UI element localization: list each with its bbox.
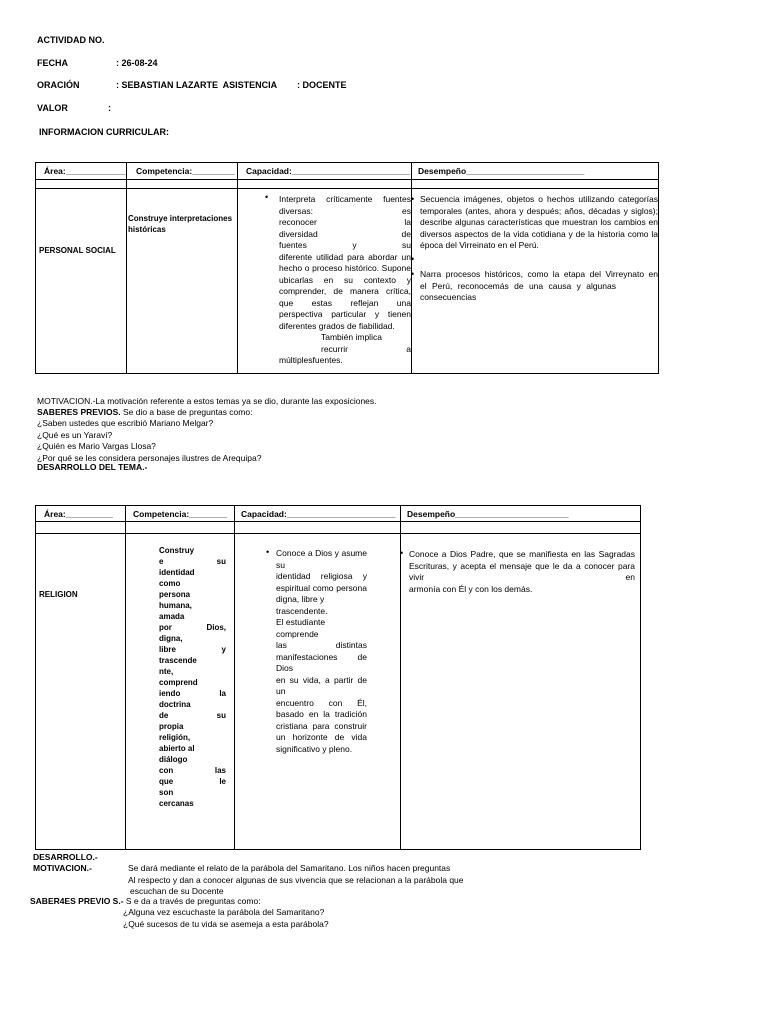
section1-saberes-text: Se dio a base de preguntas como:	[120, 407, 253, 417]
table1-header-capacidad: Capacidad:_________________________	[246, 166, 410, 176]
section1-desarrollo: DESARROLLO DEL TEMA.-	[37, 462, 148, 472]
table2-area-value: RELIGION	[39, 590, 78, 599]
table1-desempeno-bullet-2: •	[411, 254, 415, 264]
table1-desempeno-1-text: Secuencia imágenes, objetos o hechos utilizando categorías temporales (antes, ahora y después; años, décadas y siglos); describe algunas características que muestran los cambios en diversos aspectos de la vida cotidiana y de la historia como la época del Virreinato en el Perú.	[420, 194, 658, 250]
valor-value: :	[108, 103, 111, 113]
section2-saberes	[30, 896, 261, 908]
table1-header-desempeno: Desempeño_________________________	[418, 166, 585, 176]
table1-capacidad-bullet: •	[265, 192, 269, 202]
table1-capacidad-text: Interpreta críticamente fuentes diversas: es reconocer la diversidad de fuentes y su diferente utilidad para abordar un hecho o proceso histórico. Supone ubicarlas en su contexto y comprender, de manera crítica, que estas reflejan una perspectiva particular y tienen diferentes grados de fiabilidad. También implica recurrir a múltiplesfuentes.	[279, 194, 411, 365]
table2-competencia-text: Construy e su identidad como persona humana, amada por Dios, digna, libre y trascende nte, comprend iendo la doctrina de su propia religión, abierto al diálogo con las que le son cercanas	[159, 546, 226, 808]
section1-pregunta: ¿Saben ustedes que escribió Mariano Melgar?	[37, 418, 214, 428]
docente-value: : DOCENTE	[297, 80, 347, 90]
section2-motivacion-label: MOTIVACION.-	[33, 863, 92, 873]
fecha-value: : 26-08-24	[116, 58, 158, 68]
section2-motivacion-text: Se dará mediante el relato de la parábola del Samaritano. Los niños hacen preguntas Al respecto y dan a conocer algunas de sus vivencia que se relacionan a la parábola que escuchan de su Docente	[128, 863, 464, 896]
table2-header-competencia: Competencia:________	[133, 509, 228, 519]
section2-saberes-text: S e da a través de preguntas como:	[123, 896, 261, 906]
table2-capacidad-text: Conoce a Dios y asume su identidad religiosa y espiritual como persona digna, libre y trascendente. El estudiante comprende las distintas manifestaciones de Dios en su vida, a partir de un encuentro con Él, basado en la tradición cristiana para construir un horizonte de vida significativo y pleno.	[276, 548, 367, 754]
informacion-curricular: INFORMACION CURRICULAR:	[39, 127, 169, 137]
section1-saberes-label: SABERES PREVIOS.	[37, 407, 121, 417]
actividad-label: ACTIVIDAD NO.	[37, 35, 105, 45]
oracion-value: : SEBASTIAN LAZARTE ASISTENCIA	[116, 80, 278, 90]
table1-header-competencia: Competencia:_________	[136, 166, 235, 176]
table2-header-desempeno: Desempeño________________________	[407, 509, 569, 519]
section1-saberes	[37, 407, 252, 419]
table2-capacidad-bullet: •	[266, 547, 270, 557]
table1-competencia-value: Construye interpretaciones históricas	[128, 214, 233, 234]
section1-preguntas	[37, 418, 261, 464]
section2-saberes-label: SABER4ES PREVIO S.-	[30, 896, 124, 906]
section2-preguntas	[123, 907, 329, 930]
table2-desempeno-text: Conoce a Dios Padre, que se manifiesta en las Sagradas Escrituras, y acepta el mensaje que le da a conocer para vivir en armonía con Él y con los demás.	[409, 549, 635, 594]
table1-header-area: Área:_____________	[44, 166, 128, 176]
table2-header-capacidad: Capacidad:_______________________	[241, 509, 396, 519]
oracion-label: ORACIÓN	[37, 80, 80, 90]
curriculum-table-religion	[35, 505, 641, 850]
section1-pregunta: ¿Qué es un Yaraví?	[37, 429, 113, 440]
table2-header-area: Área:__________	[44, 509, 114, 519]
table1-desempeno-bullet-1: •	[411, 194, 415, 204]
table2-desempeno-bullet: •	[400, 548, 404, 558]
table1-area-value: PERSONAL SOCIAL	[39, 246, 116, 255]
table1-desempeno-2-text: Narra procesos históricos, como la etapa del Virreynato en el Perú, reconocemás de una causa y algunas consecuencias	[420, 269, 658, 302]
section1-motivacion: MOTIVACION.-La motivación referente a estos temas ya se dio, durante las exposiciones.	[37, 396, 377, 406]
section2-pregunta: ¿Alguna vez escuchaste la parábola del Samaritano?	[123, 907, 325, 917]
fecha-label: FECHA	[37, 58, 68, 68]
curriculum-table-personal-social	[35, 162, 659, 374]
section1-pregunta: ¿Por qué se les considera personajes ilustres de Arequipa?	[37, 452, 262, 463]
valor-label: VALOR	[37, 103, 68, 113]
section2-pregunta: ¿Qué sucesos de tu vida se asemeja a esta parábola?	[123, 918, 329, 929]
section1-pregunta: ¿Quién es Mario Vargas Llosa?	[37, 441, 156, 451]
section2-desarrollo: DESARROLLO.-	[33, 852, 98, 862]
table1-desempeno-bullet-3: •	[411, 269, 415, 279]
